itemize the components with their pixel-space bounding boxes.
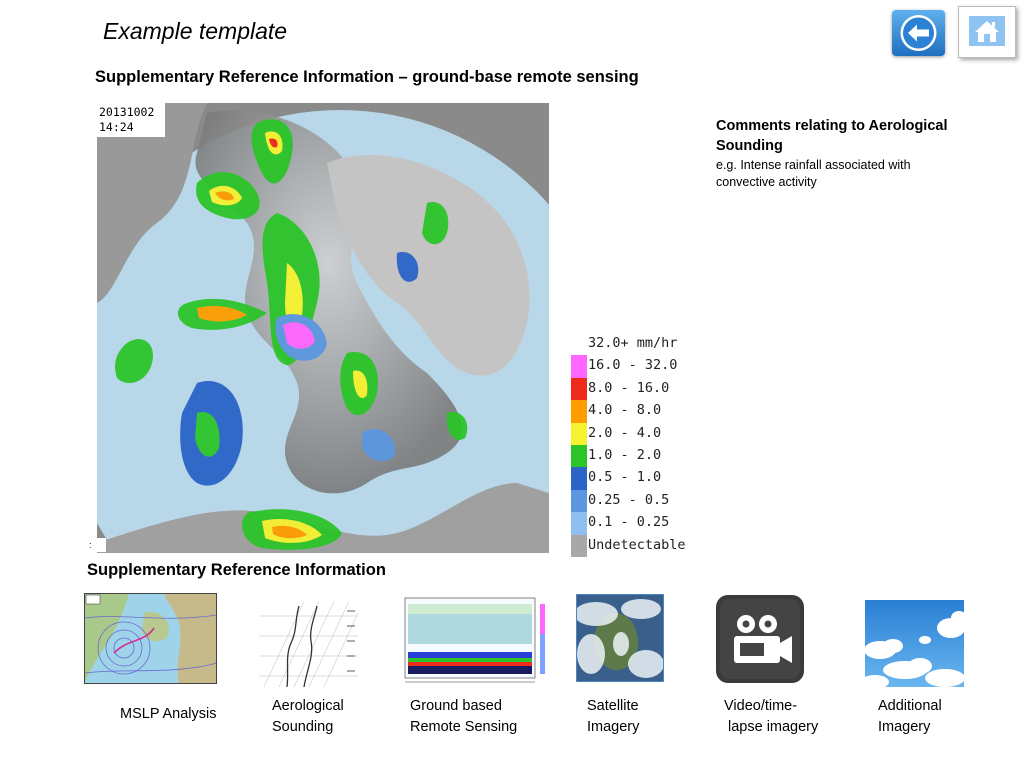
satellite-image bbox=[576, 594, 664, 682]
mslp-analysis-thumbnail[interactable] bbox=[84, 593, 217, 684]
sounding-caption bbox=[272, 696, 344, 738]
legend-entry bbox=[571, 490, 701, 512]
legend-label: 0.25 - 0.5 bbox=[588, 491, 670, 508]
legend-swatch bbox=[571, 378, 587, 400]
legend-label: 2.0 - 4.0 bbox=[588, 424, 662, 441]
legend-label: Undetectable bbox=[588, 536, 686, 553]
legend-swatch bbox=[571, 467, 587, 489]
sounding-chart-image bbox=[259, 601, 358, 687]
comments-text: e.g. Intense rainfall associated with convective activity bbox=[716, 158, 911, 189]
legend-label: 0.1 - 0.25 bbox=[588, 514, 670, 531]
legend-label: 32.0+ mm/hr bbox=[588, 335, 678, 351]
legend-swatch bbox=[571, 400, 587, 422]
satellite-caption-line2: Imagery bbox=[587, 719, 640, 735]
legend-swatch bbox=[571, 423, 587, 445]
video-imagery-thumbnail[interactable] bbox=[716, 595, 804, 683]
mslp-caption: MSLP Analysis bbox=[120, 706, 217, 722]
section-title: Supplementary Reference Information bbox=[87, 561, 386, 579]
sky-clouds-image bbox=[865, 600, 964, 687]
rainfall-legend bbox=[571, 333, 701, 557]
radar-timestamp bbox=[97, 103, 165, 137]
legend-entry bbox=[571, 535, 701, 557]
video-caption-line2: lapse imagery bbox=[728, 719, 819, 735]
legend-swatch bbox=[571, 490, 587, 512]
remote-sensing-caption bbox=[410, 696, 517, 738]
home-icon bbox=[959, 7, 1015, 57]
legend-label: 4.0 - 8.0 bbox=[588, 402, 662, 419]
radar-image bbox=[97, 103, 549, 553]
sounding-caption-line2: Sounding bbox=[272, 719, 334, 735]
legend-swatch bbox=[571, 355, 587, 377]
back-arrow-icon bbox=[892, 10, 945, 56]
video-caption-line1: Video/time- bbox=[724, 698, 798, 714]
satellite-imagery-thumbnail[interactable] bbox=[576, 594, 664, 682]
radar-corner-mark: : bbox=[89, 538, 106, 552]
additional-caption-line1: Additional bbox=[878, 698, 942, 714]
aerological-sounding-thumbnail[interactable] bbox=[259, 601, 358, 687]
mslp-map-image bbox=[84, 593, 217, 684]
page-title: Example template bbox=[103, 18, 288, 44]
legend-swatch bbox=[571, 333, 587, 355]
page-subtitle: Supplementary Reference Information – ground-base remote sensing bbox=[95, 68, 639, 86]
legend-entry bbox=[571, 467, 701, 489]
legend-entry bbox=[571, 355, 701, 377]
video-caption bbox=[724, 696, 818, 738]
radar-date: 20131002 bbox=[99, 105, 155, 119]
home-button[interactable] bbox=[958, 6, 1016, 58]
satellite-caption bbox=[587, 696, 639, 738]
comments-box bbox=[716, 116, 966, 191]
comments-heading: Comments relating to Aerological Sounding bbox=[716, 118, 948, 154]
legend-label: 8.0 - 16.0 bbox=[588, 379, 670, 396]
legend-entry bbox=[571, 333, 701, 355]
additional-caption-line2: Imagery bbox=[878, 719, 931, 735]
legend-entry bbox=[571, 512, 701, 534]
back-button[interactable] bbox=[892, 10, 945, 56]
legend-entry bbox=[571, 400, 701, 422]
remote-sensing-caption-line2: Remote Sensing bbox=[410, 719, 518, 735]
radar-time: 14:24 bbox=[99, 120, 134, 134]
legend-entry bbox=[571, 445, 701, 467]
remote-sensing-plot-image bbox=[400, 594, 550, 691]
legend-label: 16.0 - 32.0 bbox=[588, 357, 678, 374]
remote-sensing-thumbnail[interactable] bbox=[400, 594, 550, 691]
legend-swatch bbox=[571, 445, 587, 467]
legend-entry bbox=[571, 378, 701, 400]
legend-label: 0.5 - 1.0 bbox=[588, 469, 662, 486]
legend-entry bbox=[571, 423, 701, 445]
video-camera-icon bbox=[716, 595, 804, 683]
sounding-caption-line1: Aerological bbox=[272, 698, 344, 714]
legend-label: 1.0 - 2.0 bbox=[588, 446, 662, 463]
legend-swatch bbox=[571, 512, 587, 534]
remote-sensing-caption-line1: Ground based bbox=[410, 698, 502, 714]
legend-swatch bbox=[571, 535, 587, 557]
additional-caption bbox=[878, 696, 942, 738]
additional-imagery-thumbnail[interactable] bbox=[865, 600, 964, 687]
satellite-caption-line1: Satellite bbox=[587, 698, 639, 714]
